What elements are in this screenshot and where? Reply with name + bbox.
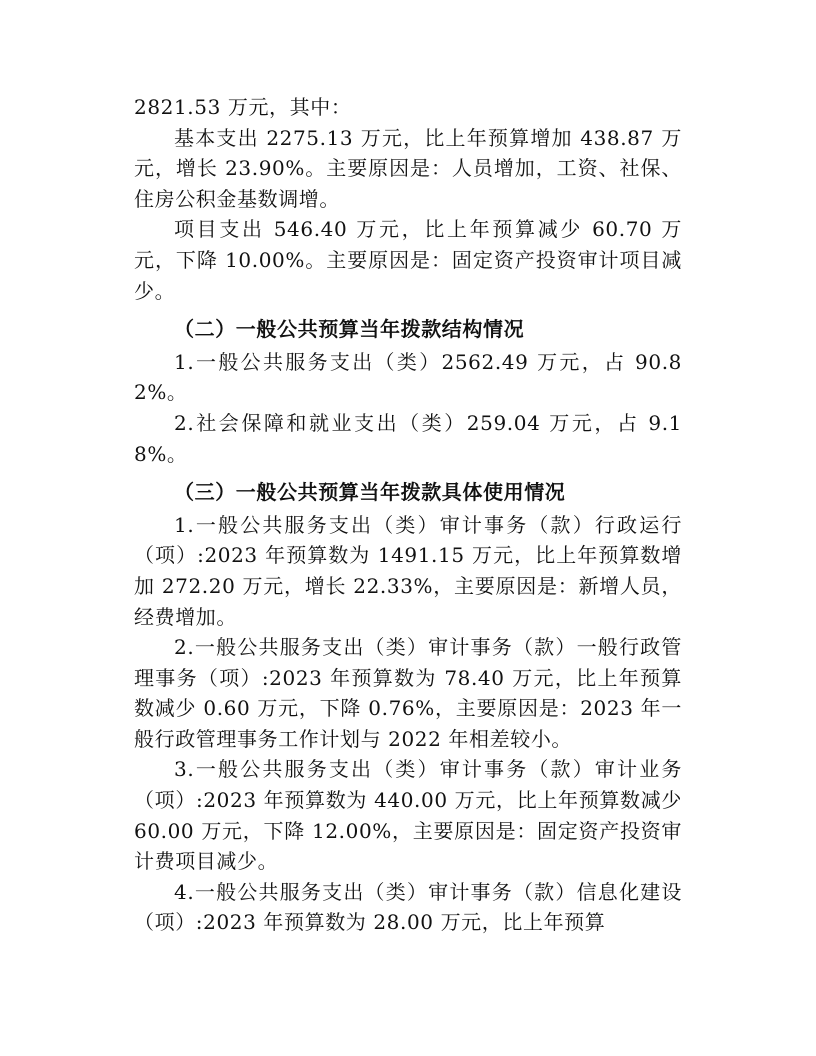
structure-item-social-security: 2.社会保障和就业支出（类）259.04 万元，占 9.18%。 <box>134 410 682 466</box>
paragraph-basic-expenditure: 基本支出 2275.13 万元，比上年预算增加 438.87 万元，增长 23.90%。主要原因是：人员增加，工资、社保、住房公积金基数调增。 <box>134 125 682 211</box>
section-heading-structure: （二）一般公共预算当年拨款结构情况 <box>174 317 525 342</box>
section-heading-usage: （三）一般公共预算当年拨款具体使用情况 <box>174 480 566 505</box>
structure-item-general-services: 1.一般公共服务支出（类）2562.49 万元，占 90.82%。 <box>134 349 682 405</box>
usage-item-administration: 1.一般公共服务支出（类）审计事务（款）行政运行（项）:2023 年预算数为 1491.15 万元，比上年预算数增加 272.20 万元，增长 22.33%，主要原因是：新增人员，经费增加。 <box>134 512 682 629</box>
usage-item-general-affairs: 2.一般公共服务支出（类）审计事务（款）一般行政管理事务（项）:2023 年预算数为 78.40 万元，比上年预算数减少 0.60 万元，下降 0.76%，主要原因是：2023 年一般行政管理事务工作计划与 2022 年相差较小。 <box>134 635 682 751</box>
usage-item-informatization: 4.一般公共服务支出（类）审计事务（款）信息化建设（项）:2023 年预算数为 28.00 万元，比上年预算 <box>134 879 682 935</box>
paragraph-project-expenditure: 项目支出 546.40 万元，比上年预算减少 60.70 万元，下降 10.00%。主要原因是：固定资产投资审计项目减少。 <box>134 217 682 303</box>
usage-item-audit-business: 3.一般公共服务支出（类）审计事务（款）审计业务（项）:2023 年预算数为 440.00 万元，比上年预算数减少 60.00 万元，下降 12.00%，主要原因是：固定资产投资审计费项目减少。 <box>134 757 682 874</box>
document-body <box>134 92 682 938</box>
paragraph-total-continuation: 2821.53 万元，其中： <box>134 95 352 119</box>
